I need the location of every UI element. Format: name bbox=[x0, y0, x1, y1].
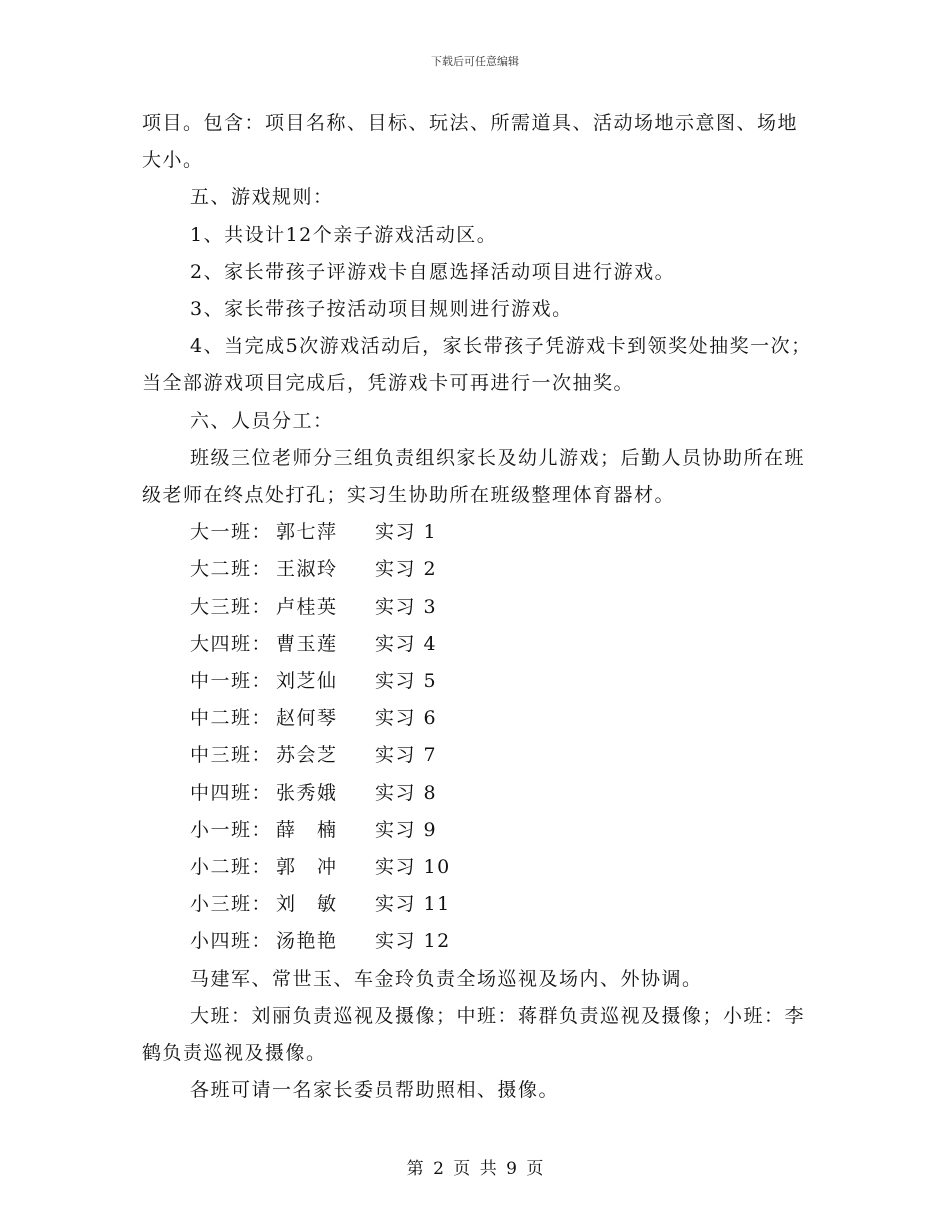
staff-row bbox=[142, 812, 814, 849]
class-name: 小二班： bbox=[190, 856, 273, 879]
intern-label: 实习 5 bbox=[375, 670, 438, 693]
paragraph: 马建军、常世玉、车金玲负责全场巡视及场内、外协调。 bbox=[190, 967, 703, 990]
teacher-name: 刘 敏 bbox=[276, 893, 338, 916]
staff-row bbox=[142, 775, 814, 812]
teacher-name: 郭 冲 bbox=[276, 856, 338, 879]
staff-row bbox=[142, 663, 814, 700]
page-number: 第 2 页 共 9 页 bbox=[406, 1159, 544, 1179]
paragraph: 项目。包含：项目名称、目标、玩法、所需道具、活动场地示意图、场地大小。 bbox=[142, 112, 799, 172]
staff-row bbox=[142, 589, 814, 626]
staff-row bbox=[142, 849, 814, 886]
class-name: 中三班： bbox=[190, 744, 273, 767]
intern-label: 实习 7 bbox=[375, 744, 438, 767]
section-heading-rules: 五、游戏规则： bbox=[190, 186, 334, 209]
intern-label: 实习 9 bbox=[375, 818, 438, 841]
teacher-name: 赵何琴 bbox=[276, 707, 338, 730]
teacher-name: 汤艳艳 bbox=[276, 930, 338, 953]
class-name: 小三班： bbox=[190, 893, 273, 916]
document-body bbox=[142, 105, 814, 1109]
intern-label: 实习 10 bbox=[375, 856, 451, 879]
class-name: 大二班： bbox=[190, 558, 273, 581]
teacher-name: 郭七萍 bbox=[276, 521, 338, 544]
staff-row bbox=[142, 514, 814, 551]
paragraph: 各班可请一名家长委员帮助照相、摄像。 bbox=[190, 1079, 560, 1102]
teacher-name: 卢桂英 bbox=[276, 595, 338, 618]
staff-row bbox=[142, 737, 814, 774]
page-header: 下载后可任意编辑 bbox=[431, 55, 519, 68]
class-name: 大四班： bbox=[190, 632, 273, 655]
intern-label: 实习 1 bbox=[375, 521, 438, 544]
paragraph: 班级三位老师分三组负责组织家长及幼儿游戏；后勤人员协助所在班级老师在终点处打孔；实习生协助所在班级整理体育器材。 bbox=[142, 446, 806, 507]
staff-list bbox=[142, 514, 814, 960]
intern-label: 实习 6 bbox=[375, 707, 438, 730]
intern-label: 实习 8 bbox=[375, 781, 438, 804]
staff-row bbox=[142, 626, 814, 663]
teacher-name: 苏会芝 bbox=[276, 744, 338, 767]
intern-label: 实习 11 bbox=[375, 893, 451, 916]
rule-item: 4、当完成5次游戏活动后，家长带孩子凭游戏卡到领奖处抽奖一次；当全部游戏项目完成后，凭游戏卡可再进行一次抽奖。 bbox=[142, 335, 812, 395]
rule-item: 2、家长带孩子评游戏卡自愿选择活动项目进行游戏。 bbox=[190, 260, 676, 283]
intern-label: 实习 3 bbox=[375, 595, 438, 618]
class-name: 大三班： bbox=[190, 595, 273, 618]
class-name: 中二班： bbox=[190, 707, 273, 730]
teacher-name: 刘芝仙 bbox=[276, 670, 338, 693]
staff-row bbox=[142, 551, 814, 588]
class-name: 大一班： bbox=[190, 521, 273, 544]
teacher-name: 曹玉莲 bbox=[276, 632, 338, 655]
staff-row bbox=[142, 923, 814, 960]
section-heading-staff: 六、人员分工： bbox=[190, 409, 334, 432]
intern-label: 实习 12 bbox=[375, 930, 451, 953]
staff-row bbox=[142, 886, 814, 923]
intern-label: 实习 2 bbox=[375, 558, 438, 581]
class-name: 小一班： bbox=[190, 818, 273, 841]
intern-label: 实习 4 bbox=[375, 632, 438, 655]
rule-item: 1、共设计12个亲子游戏活动区。 bbox=[190, 223, 498, 246]
teacher-name: 王淑玲 bbox=[276, 558, 338, 581]
staff-row bbox=[142, 700, 814, 737]
paragraph: 大班：刘丽负责巡视及摄像；中班：蒋群负责巡视及摄像；小班：李鹤负责巡视及摄像。 bbox=[142, 1004, 806, 1065]
teacher-name: 张秀娥 bbox=[276, 781, 338, 804]
rule-item: 3、家长带孩子按活动项目规则进行游戏。 bbox=[190, 298, 573, 321]
class-name: 中四班： bbox=[190, 781, 273, 804]
teacher-name: 薛 楠 bbox=[276, 818, 338, 841]
class-name: 小四班： bbox=[190, 930, 273, 953]
class-name: 中一班： bbox=[190, 670, 273, 693]
